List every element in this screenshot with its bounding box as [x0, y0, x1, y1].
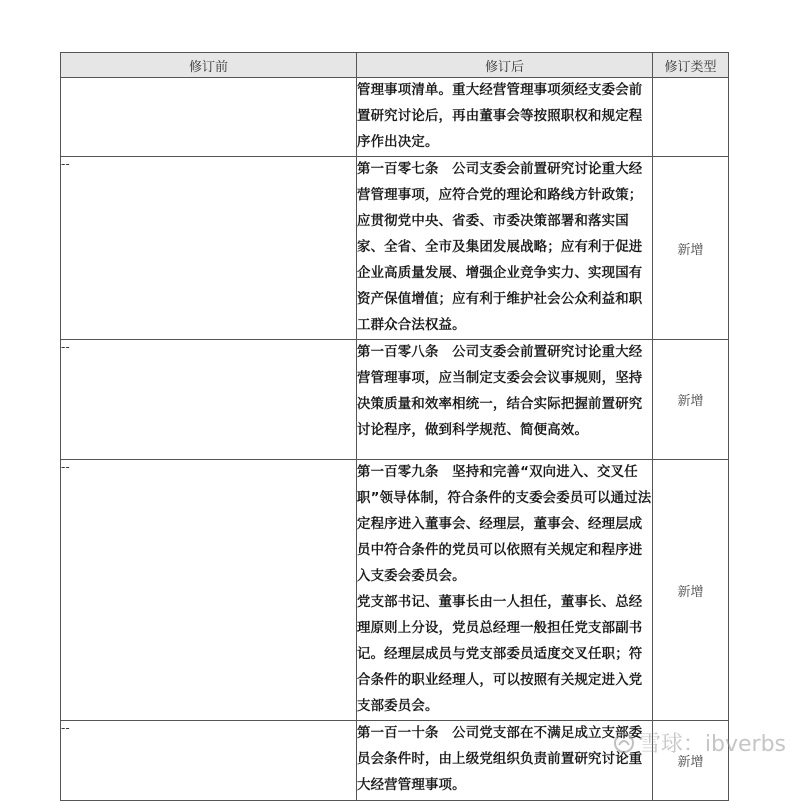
- after-paragraph: 第一百零八条 公司支委会前置研究讨论重大经营管理事项，应当制定支委会会议事规则，坚持决策质量和效率相统一，结合实际把握前置研究讨论程序，做到科学规范、简便高效。: [357, 345, 643, 438]
- after-paragraph: 党支部书记、董事长由一人担任，董事长、总经理原则上分设，党员总经理一般担任党支部副书记。经理层成员与党支部委员适度交叉任职；符合条件的职业经理人，可以按照有关规定进入党支部委员会。: [357, 595, 643, 714]
- watermark: [613, 727, 786, 758]
- cell-type: [653, 78, 729, 157]
- cell-before: --: [61, 721, 357, 801]
- cell-after: [357, 721, 653, 801]
- after-paragraph: 管理事项清单。重大经营管理事项须经支委会前置研究讨论后，再由董事会等按照职权和规定程序作出决定。: [357, 83, 643, 150]
- after-paragraph: 第一百零九条 坚持和完善“双向进入、交叉任职”领导体制，符合条件的支委会委员可以通过法定程序进入董事会、经理层，董事会、经理层成员中符合条件的党员可以依照有关规定和程序进入支委会委员会。: [357, 465, 652, 584]
- table-row: [61, 78, 729, 157]
- header-after: 修订后: [357, 53, 653, 78]
- table-row: [61, 460, 729, 721]
- cell-before: --: [61, 460, 357, 721]
- watermark-text: 雪球：ibverbs: [638, 732, 786, 757]
- after-paragraph: 第一百零七条 公司支委会前置研究讨论重大经营管理事项，应符合党的理论和路线方针政策；应贯彻党中央、省委、市委决策部署和落实国家、全省、全市及集团发展战略；应有利于促进企业高质量发展、增强企业竞争实力、实现国有资产保值增值；应有利于维护社会公众利益和职工群众合法权益。: [357, 162, 643, 333]
- cell-after: [357, 460, 653, 721]
- cell-type: 新增: [653, 157, 729, 340]
- table-row: [61, 340, 729, 460]
- after-paragraph: 第一百一十条 公司党支部在不满足成立支部委员会条件时，由上级党组织负责前置研究讨论重大经营管理事项。: [357, 726, 643, 793]
- revision-table: [60, 52, 729, 801]
- cell-before: --: [61, 157, 357, 340]
- cell-type: 新增: [653, 340, 729, 460]
- header-before: 修订前: [61, 53, 357, 78]
- cell-after: [357, 78, 653, 157]
- cell-type: 新增: [653, 721, 729, 801]
- snowball-logo-icon: [613, 732, 635, 754]
- cell-before: --: [61, 340, 357, 460]
- cell-after: [357, 340, 653, 460]
- cell-type: 新增: [653, 460, 729, 721]
- cell-before: [61, 78, 357, 157]
- header-type: 修订类型: [653, 53, 729, 78]
- cell-after: [357, 157, 653, 340]
- table-row: [61, 157, 729, 340]
- table-header-row: [61, 53, 729, 78]
